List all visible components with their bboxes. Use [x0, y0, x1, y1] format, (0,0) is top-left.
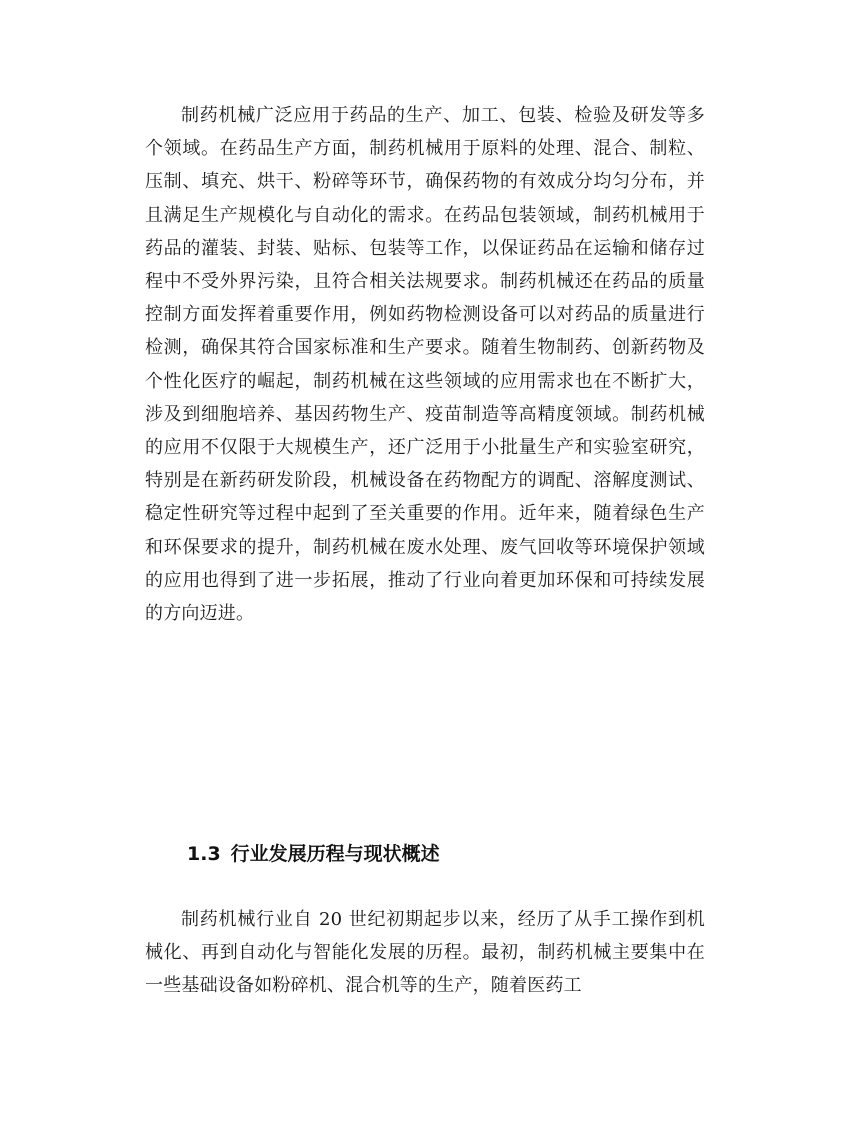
section-heading — [187, 840, 440, 868]
section-number: 1.3 — [187, 843, 221, 865]
body-paragraph-history: 制药机械行业自 20 世纪初期起步以来，经历了从手工操作到机械化、再到自动化与智能化发展的历程。最初，制药机械主要集中在一些基础设备如粉碎机、混合机等的生产，随着医药工 — [145, 909, 705, 997]
section-title: 行业发展历程与现状概述 — [230, 843, 440, 865]
body-paragraph-applications: 制药机械广泛应用于药品的生产、加工、包装、检验及研发等多个领域。在药品生产方面，制药机械用于原料的处理、混合、制粒、压制、填充、烘干、粉碎等环节，确保药物的有效成分均匀分布，并且满足生产规模化与自动化的需求。在药品包装领域，制药机械用于药品的灌装、封装、贴标、包装等工作，以保证药品在运输和储存过程中不受外界污染，且符合相关法规要求。制药机械还在药品的质量控制方面发挥着重要作用，例如药物检测设备可以对药品的质量进行检测，确保其符合国家标准和生产要求。随着生物制药、创新药物及个性化医疗的崛起，制药机械在这些领域的应用需求也在不断扩大，涉及到细胞培养、基因药物生产、疫苗制造等高精度领域。制药机械的应用不仅限于大规模生产，还广泛用于小批量生产和实验室研究，特别是在新药研发阶段，机械设备在药物配方的调配、溶解度测试、稳定性研究等过程中起到了至关重要的作用。近年来，随着绿色生产和环保要求的提升，制药机械在废水处理、废气回收等环境保护领域的应用也得到了进一步拓展，推动了行业向着更加环保和可持续发展的方向迈进。 — [145, 105, 705, 625]
